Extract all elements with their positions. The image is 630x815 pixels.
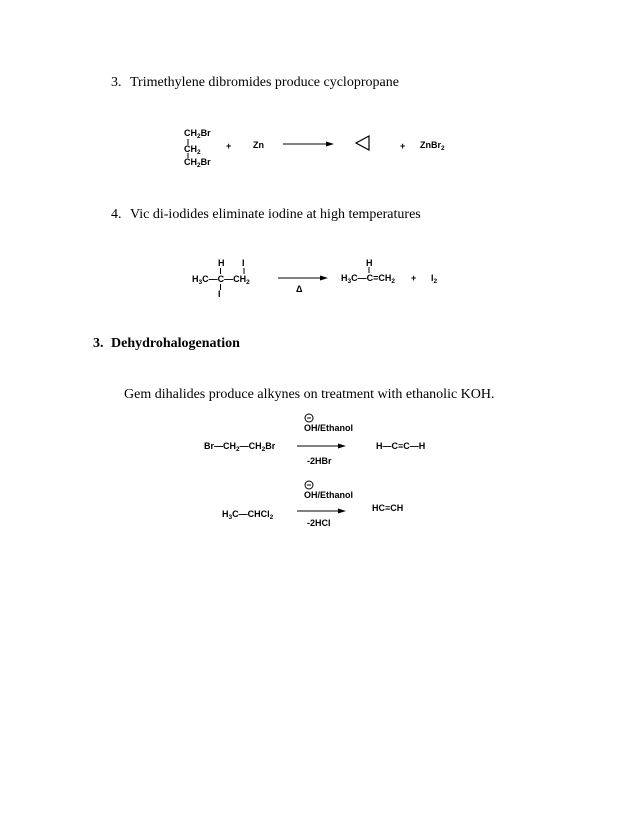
rxn2-i-top: I (242, 258, 245, 268)
rxn2-plus: + (411, 273, 417, 283)
section-title: Dehydrohalogenation (111, 336, 240, 351)
rxn2-h-top: H (218, 258, 225, 268)
rxn4-reactant: $H_3C—CHCl_2$ (222, 509, 274, 521)
item-3-number: 3. (111, 75, 122, 90)
item-4-text: Vic di-iodides eliminate iodine at high temperatures (130, 207, 421, 222)
rxn4-byproduct: -2HCl (307, 518, 331, 528)
rxn2-i2: $I_2$ (431, 273, 438, 285)
rxn4-product: HC≡CH (372, 503, 404, 513)
rxn2-product-h: H (366, 258, 373, 268)
rxn1-plus-1: + (226, 141, 232, 151)
rxn1-ch2br-bottom: $CH_2Br$ (184, 157, 211, 169)
rxn4-reagent: OH/Ethanol (304, 490, 353, 500)
rxn1-ch2br-top: $CH_2Br$ (184, 128, 211, 140)
rxn3-byproduct: -2HBr (307, 456, 332, 466)
rxn3-product: H—C≡C—H (376, 441, 426, 451)
item-3-text: Trimethylene dibromides produce cyclopropane (130, 75, 399, 90)
item-4-number: 4. (111, 207, 122, 222)
intro-text: Gem dihalides produce alkynes on treatment with ethanolic KOH. (124, 387, 495, 402)
rxn3-reactant: $Br—CH_2—CH_2Br$ (204, 441, 276, 453)
section-number: 3. (93, 336, 104, 351)
rxn1-zn: Zn (253, 140, 264, 150)
rxn3-reagent: OH/Ethanol (304, 423, 353, 433)
rxn1-ch2-middle: $CH_2$ (184, 144, 201, 156)
rxn1-plus-2: + (400, 141, 406, 151)
rxn2-product: $H_3C—C=CH_2$ (341, 273, 396, 285)
rxn2-delta: Δ (296, 284, 303, 294)
rxn1-znbr2: ZnBr$_2$ (420, 140, 445, 152)
rxn2-h3c-left: $H_3C—C—CH_2$ (192, 274, 250, 286)
rxn2-i-bottom: I (218, 289, 221, 299)
